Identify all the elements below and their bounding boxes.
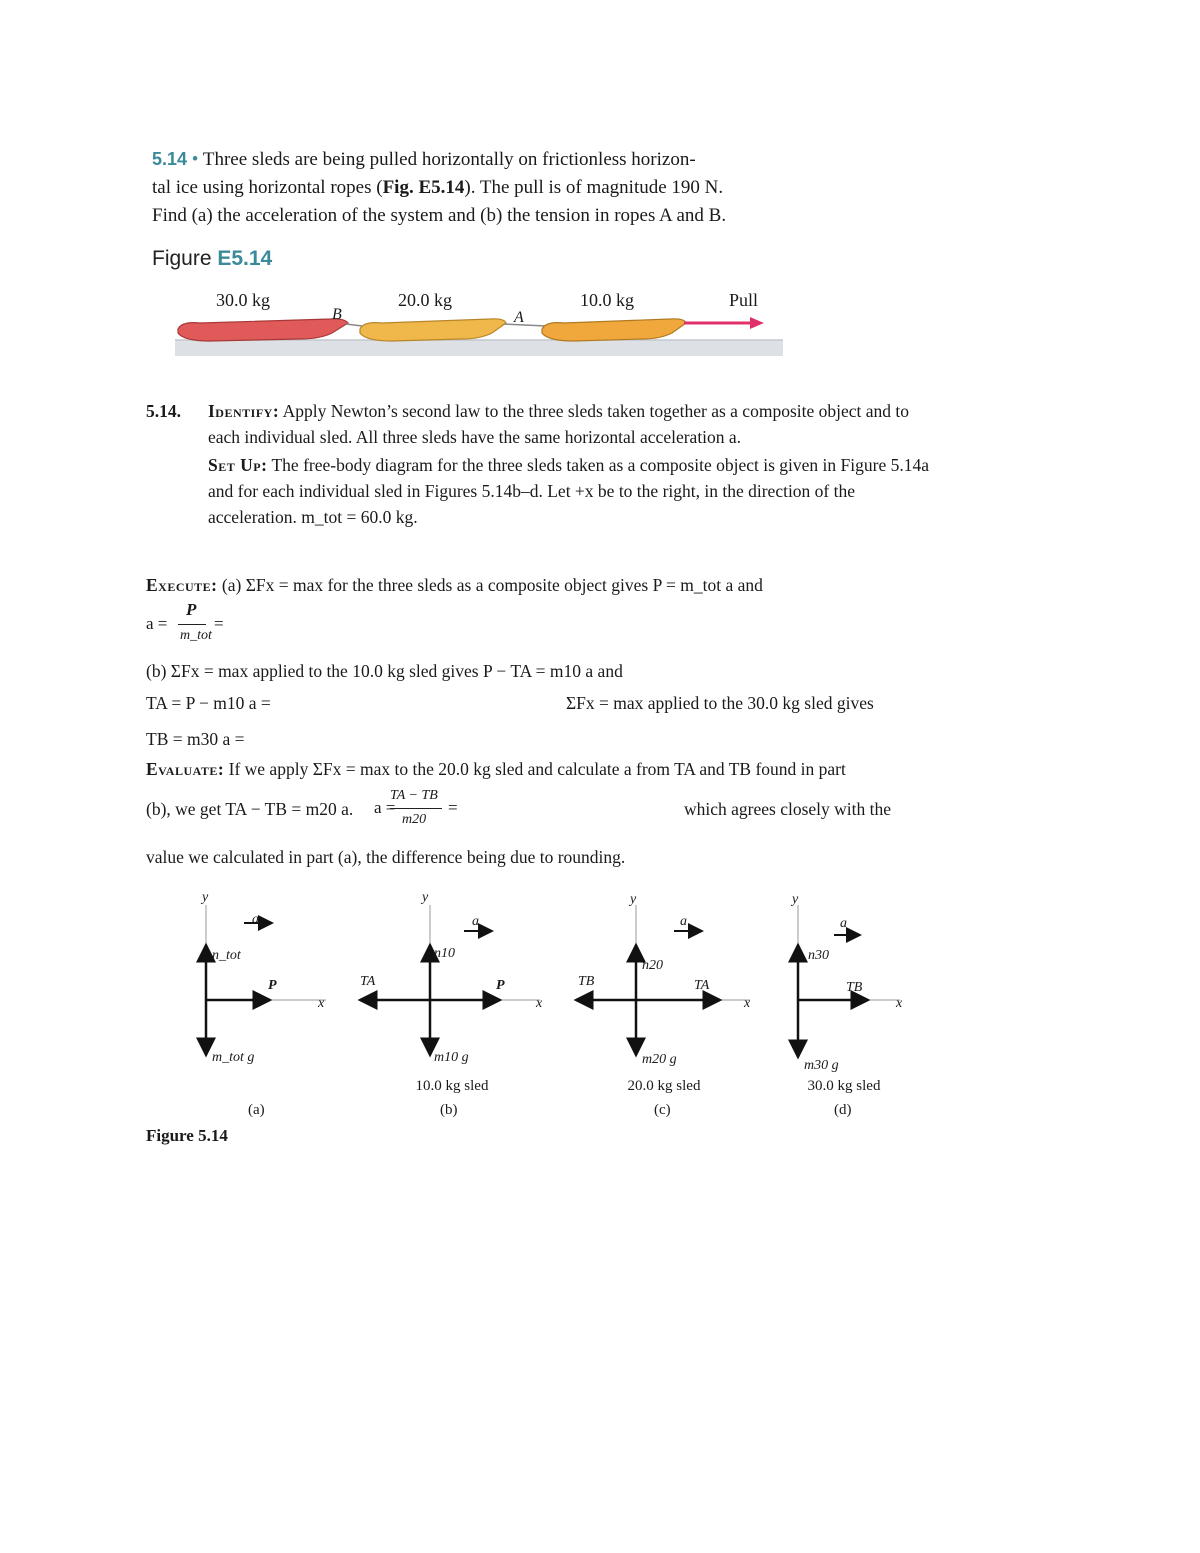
fbd-c-x-label: x bbox=[744, 996, 751, 1011]
setup-line-3 bbox=[208, 504, 418, 530]
execute-a-equals: = bbox=[214, 614, 224, 633]
fbd-b-tension-label: TA bbox=[360, 974, 376, 989]
fbd-d-letter: (d) bbox=[834, 1102, 852, 1118]
figure-e-number: E5.14 bbox=[217, 247, 273, 270]
execute-b-line-4: TB = m30 a = bbox=[146, 729, 245, 749]
sled-30-label: 30.0 kg bbox=[216, 290, 270, 310]
identify-text-1: Apply Newton’s second law to the three sleds taken together as a composite object and to bbox=[282, 401, 910, 421]
fbd-d-x-label: x bbox=[896, 996, 903, 1011]
problem-text-1: Three sleds are being pulled horizontally on frictionless horizon- bbox=[202, 149, 696, 170]
evaluate-line-1 bbox=[146, 756, 846, 782]
problem-number: 5.14 bbox=[152, 149, 188, 169]
fbd-d-y-label: y bbox=[792, 892, 799, 907]
fbd-c-weight-label: m20 g bbox=[642, 1052, 677, 1067]
fbd-a-pull-label: P bbox=[268, 978, 277, 993]
fbd-c-letter: (c) bbox=[654, 1102, 671, 1118]
pull-label: Pull bbox=[729, 290, 759, 310]
fbd-a-accel-label: a bbox=[252, 912, 259, 927]
fbd-c-accel-label: a bbox=[680, 914, 687, 929]
rope-b bbox=[346, 324, 362, 326]
setup-text-3: acceleration. bbox=[208, 507, 297, 527]
evaluate-line-2: (b), we get TA − TB = m20 a. bbox=[146, 799, 354, 819]
fbd-b-weight-label: m10 g bbox=[434, 1050, 469, 1065]
identify-line-1 bbox=[208, 398, 909, 424]
fbd-a-weight-label: m_tot g bbox=[212, 1050, 255, 1065]
fbd-d-caption: 30.0 kg sled bbox=[807, 1078, 881, 1094]
evaluate-label: Evaluate: bbox=[146, 759, 225, 779]
fbd-b bbox=[360, 905, 543, 1055]
fbd-c-normal-label: n20 bbox=[642, 958, 663, 973]
execute-a-denominator: m_tot bbox=[180, 628, 212, 643]
figure-e-label bbox=[152, 247, 272, 271]
setup-label: Set Up: bbox=[208, 455, 268, 475]
fbd-c-tension-a-label: TA bbox=[694, 978, 710, 993]
sled-20kg bbox=[360, 319, 506, 341]
fbd-d-accel-label: a bbox=[840, 916, 847, 931]
fbd-a-normal-label: n_tot bbox=[212, 948, 241, 963]
fbd-d-tension-label: TB bbox=[846, 980, 863, 995]
evaluate-a: a = bbox=[374, 798, 396, 817]
execute-b-line-3: ΣFx = max applied to the 30.0 kg sled gives bbox=[566, 693, 874, 713]
fbd-d-weight-label: m30 g bbox=[804, 1058, 839, 1073]
rope-b-label: B bbox=[332, 306, 342, 323]
evaluate-line-3: which agrees closely with the bbox=[684, 799, 892, 819]
fbd-b-normal-label: n10 bbox=[434, 946, 455, 961]
setup-line-2: and for each individual sled in Figures 5.14b–d. Let +x be to the right, in the direction of the bbox=[208, 481, 856, 501]
bullet: • bbox=[191, 149, 199, 170]
problem-line-3: Find (a) the acceleration of the system and (b) the tension in ropes A and B. bbox=[152, 205, 727, 226]
setup-mass: m_tot = 60.0 kg. bbox=[301, 507, 418, 527]
solution-number: 5.14. bbox=[146, 401, 181, 421]
fbd-b-letter: (b) bbox=[440, 1102, 458, 1118]
evaluate-numerator: TA − TB bbox=[390, 788, 438, 803]
problem-text-2b: ). The pull is of magnitude 190 N. bbox=[464, 177, 724, 198]
figure-e-prefix: Figure bbox=[152, 247, 218, 270]
sled-20-label: 20.0 kg bbox=[398, 290, 452, 310]
problem-line-2 bbox=[152, 174, 723, 201]
fbd-b-y-label: y bbox=[422, 890, 429, 905]
fbd-a-letter: (a) bbox=[248, 1102, 265, 1118]
fbd-c-tension-b-label: TB bbox=[578, 974, 595, 989]
fbd-b-x-label: x bbox=[536, 996, 543, 1011]
identify-label: Identify: bbox=[208, 401, 280, 421]
fbd-a bbox=[206, 905, 326, 1055]
evaluate-fraction-bar bbox=[390, 808, 442, 809]
execute-line-1 bbox=[146, 572, 763, 598]
sled-10-label: 10.0 kg bbox=[580, 290, 634, 310]
evaluate-text-1: If we apply ΣFx = max to the 20.0 kg sled and calculate a from TA and TB found in part bbox=[228, 759, 846, 779]
execute-a-text: (a) ΣFx = max for the three sleds as a composite object gives P = m_tot a and bbox=[221, 575, 763, 595]
problem-line-1 bbox=[152, 146, 696, 173]
setup-line-1 bbox=[208, 452, 929, 478]
fbd-a-y-label: y bbox=[202, 890, 209, 905]
execute-a-numerator: P bbox=[186, 600, 197, 619]
fbd-c-caption: 20.0 kg sled bbox=[627, 1078, 701, 1094]
ice-surface bbox=[175, 340, 783, 356]
fbd-c bbox=[576, 905, 750, 1055]
evaluate-line-4: value we calculated in part (a), the difference being due to rounding. bbox=[146, 847, 626, 867]
fbd-b-pull-label: P bbox=[496, 978, 505, 993]
fbd-b-caption: 10.0 kg sled bbox=[415, 1078, 489, 1094]
sled-30kg bbox=[178, 319, 348, 341]
sled-10kg bbox=[542, 319, 686, 341]
pull-arrowhead bbox=[750, 317, 764, 329]
figure-reference: Fig. E5.14 bbox=[382, 177, 465, 198]
execute-label: Execute: bbox=[146, 575, 218, 595]
evaluate-equals: = bbox=[448, 798, 458, 817]
fbd-a-x-label: x bbox=[318, 996, 325, 1011]
fbd-b-accel-label: a bbox=[472, 914, 479, 929]
rope-a bbox=[504, 324, 546, 326]
rope-a-label: A bbox=[514, 309, 524, 326]
problem-text-2a: tal ice using horizontal ropes ( bbox=[152, 177, 383, 198]
identify-line-2: each individual sled. All three sleds have the same horizontal acceleration a. bbox=[208, 427, 742, 447]
figure-caption: Figure 5.14 bbox=[146, 1126, 228, 1145]
execute-b-line-2: TA = P − m10 a = bbox=[146, 693, 271, 713]
fbd-d-normal-label: n30 bbox=[808, 948, 829, 963]
fraction-bar bbox=[178, 624, 206, 625]
execute-b-line-1: (b) ΣFx = max applied to the 10.0 kg sled gives P − TA = m10 a and bbox=[146, 661, 623, 681]
execute-a-lhs: a = bbox=[146, 614, 168, 633]
fbd-c-y-label: y bbox=[630, 892, 637, 907]
evaluate-denominator: m20 bbox=[402, 812, 427, 827]
setup-text-1: The free-body diagram for the three sleds taken as a composite object is given in Figure 5.14a bbox=[271, 455, 929, 475]
